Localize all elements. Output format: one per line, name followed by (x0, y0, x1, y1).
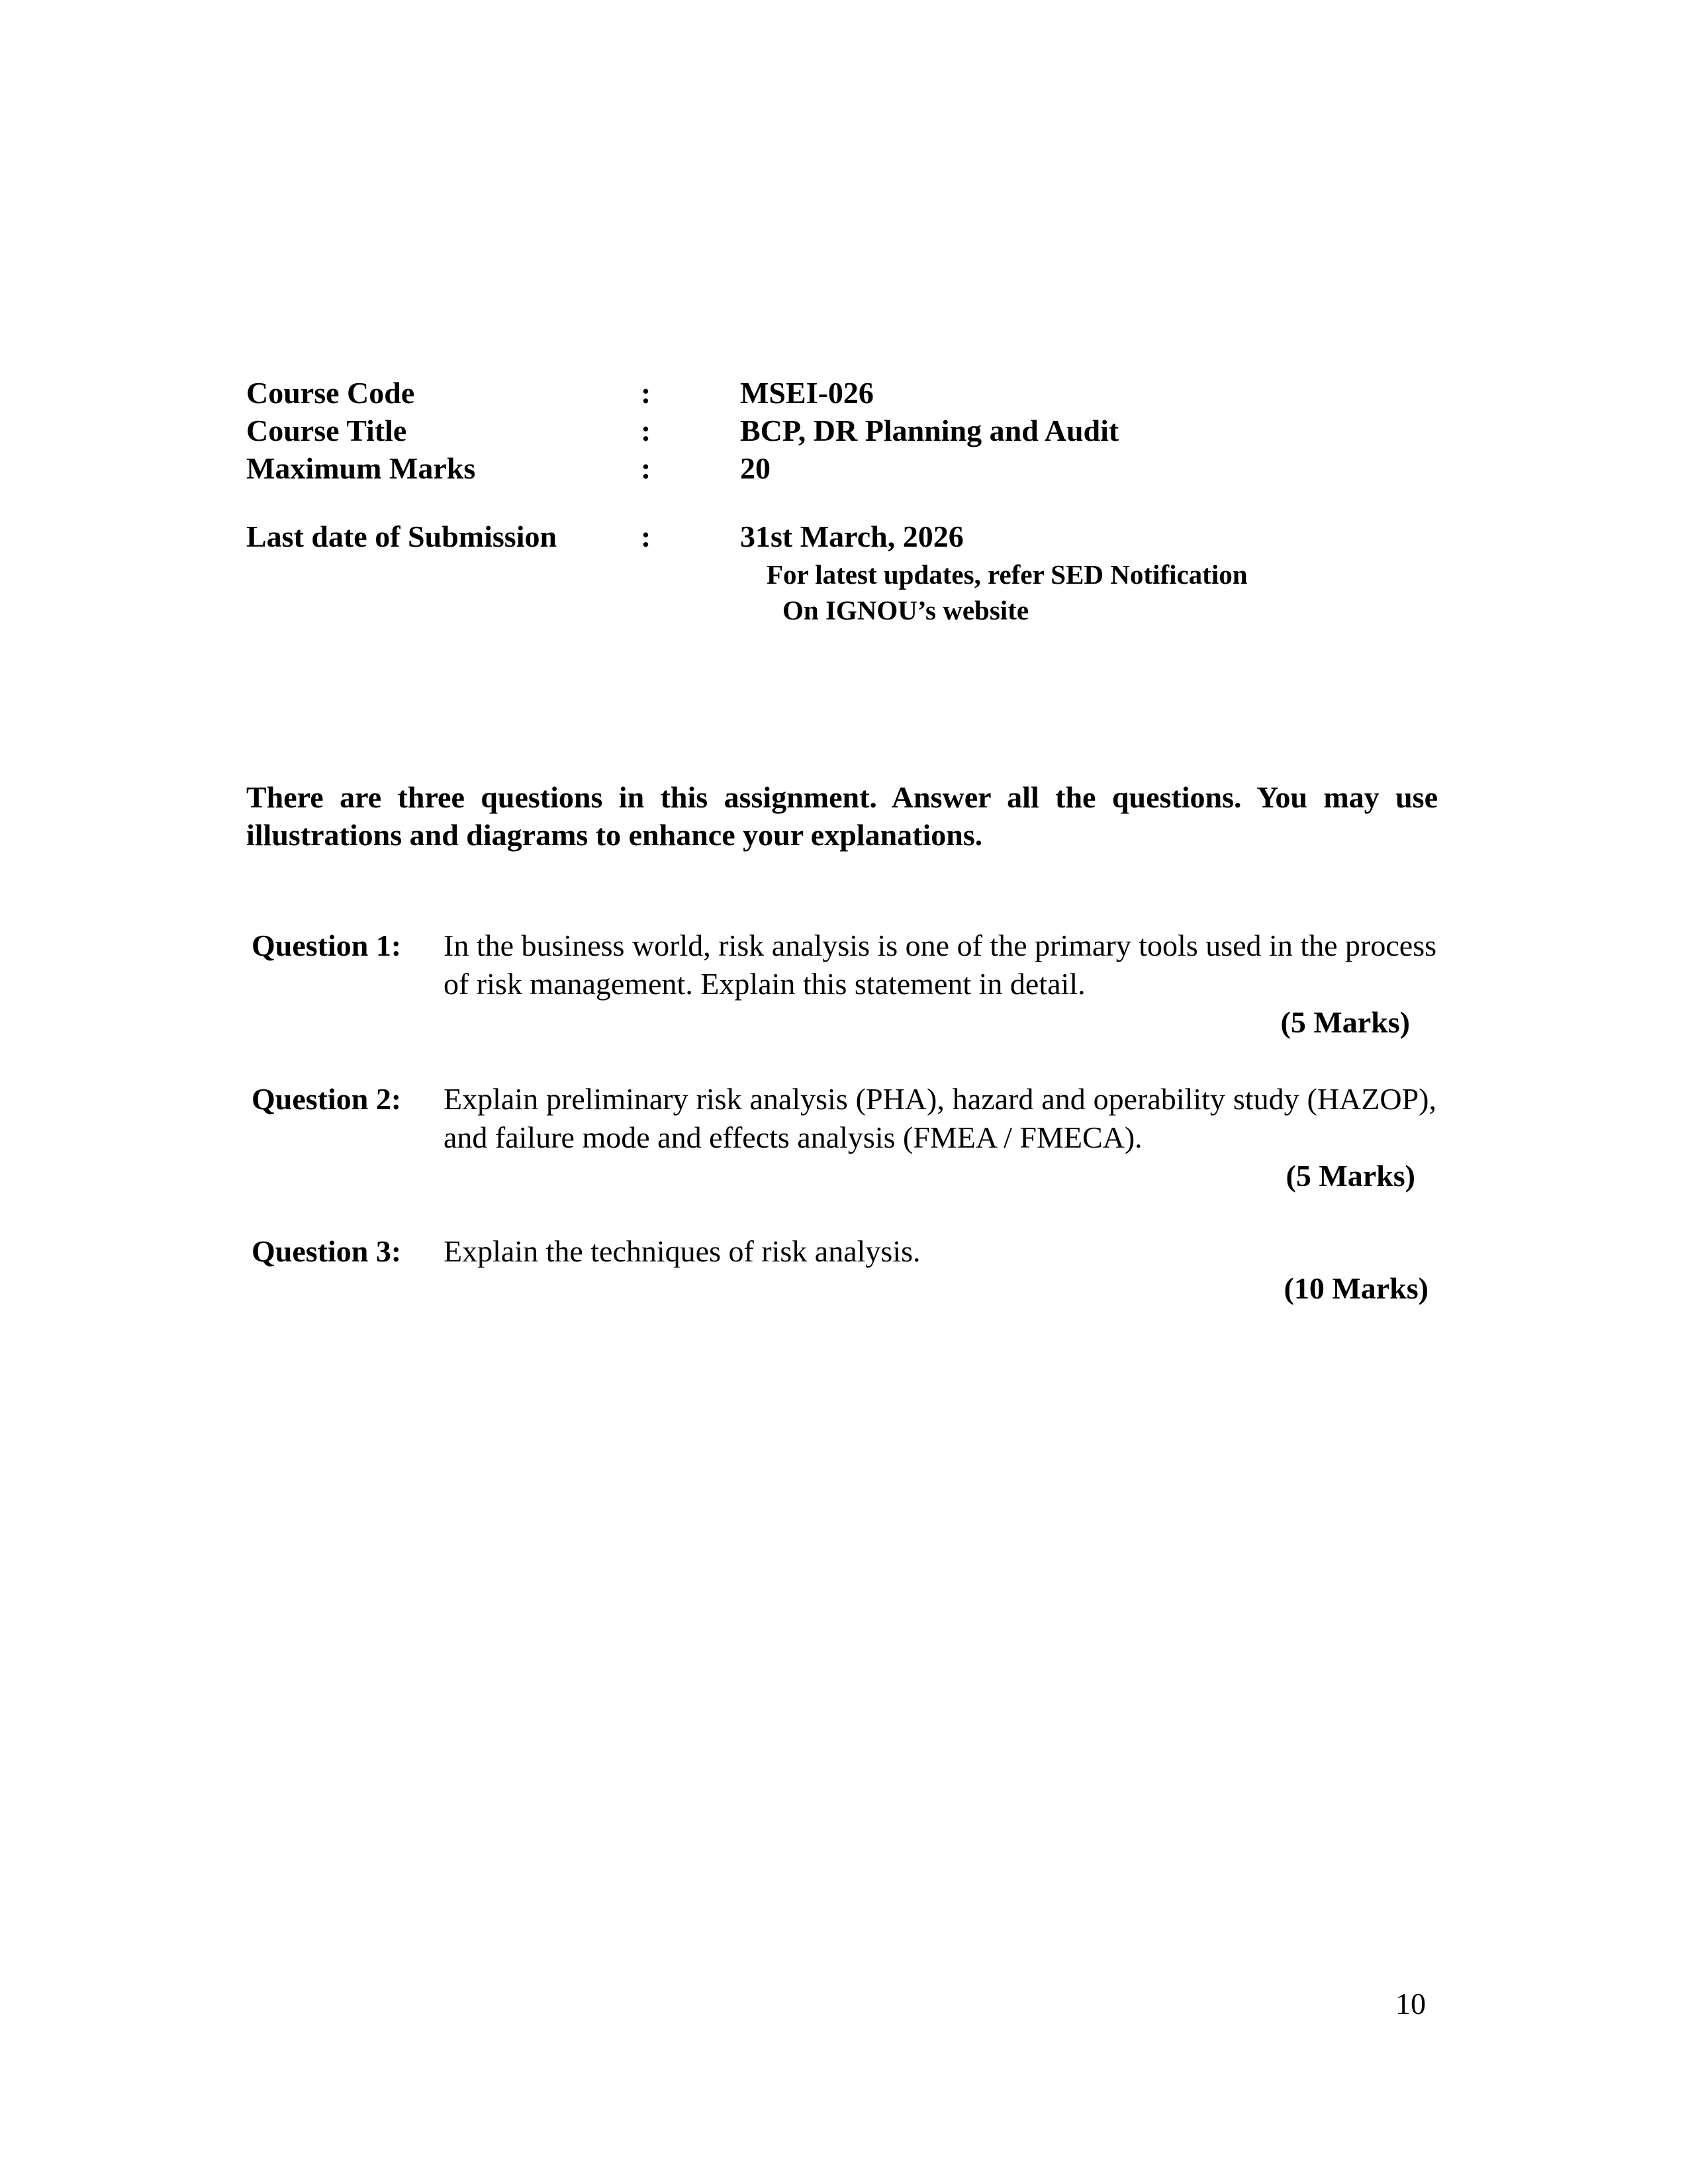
assignment-instructions: There are three questions in this assignment. Answer all the questions. You may use illustrations and diagrams to enhance your explanations. (246, 780, 1438, 852)
question-2-marks: (5 Marks) (1286, 1159, 1415, 1193)
question-3-text: Explain the techniques of risk analysis. (444, 1234, 921, 1268)
course-title-value: BCP, DR Planning and Audit (740, 414, 1119, 447)
question-1-label: Question 1: (252, 929, 402, 962)
question-2-label: Question 2: (252, 1082, 402, 1116)
last-date-label: Last date of Submission (246, 520, 557, 553)
course-code-label: Course Code (246, 376, 415, 410)
page-number: 10 (1395, 1987, 1426, 2021)
course-code-colon: : (641, 376, 651, 410)
course-title-label: Course Title (246, 414, 407, 447)
question-1-text: In the business world, risk analysis is one of the primary tools used in the process of risk management. Explain this statement in detail. (444, 929, 1436, 1001)
question-3-label: Question 3: (252, 1234, 402, 1268)
submission-note-line1: For latest updates, refer SED Notification (767, 559, 1248, 590)
question-2-text: Explain preliminary risk analysis (PHA), hazard and operability study (HAZOP), and failure mode and effects analysis (FMEA / FMECA). (444, 1082, 1436, 1154)
submission-note-line2: On IGNOU’s website (782, 595, 1029, 625)
max-marks-value: 20 (740, 451, 771, 485)
max-marks-colon: : (641, 451, 651, 485)
question-1-marks: (5 Marks) (1280, 1005, 1410, 1039)
max-marks-label: Maximum Marks (246, 451, 476, 485)
last-date-value: 31st March, 2026 (740, 520, 964, 553)
question-3-marks: (10 Marks) (1284, 1271, 1429, 1305)
course-code-value: MSEI-026 (740, 376, 874, 410)
last-date-colon: : (641, 520, 651, 553)
course-title-colon: : (641, 414, 651, 447)
